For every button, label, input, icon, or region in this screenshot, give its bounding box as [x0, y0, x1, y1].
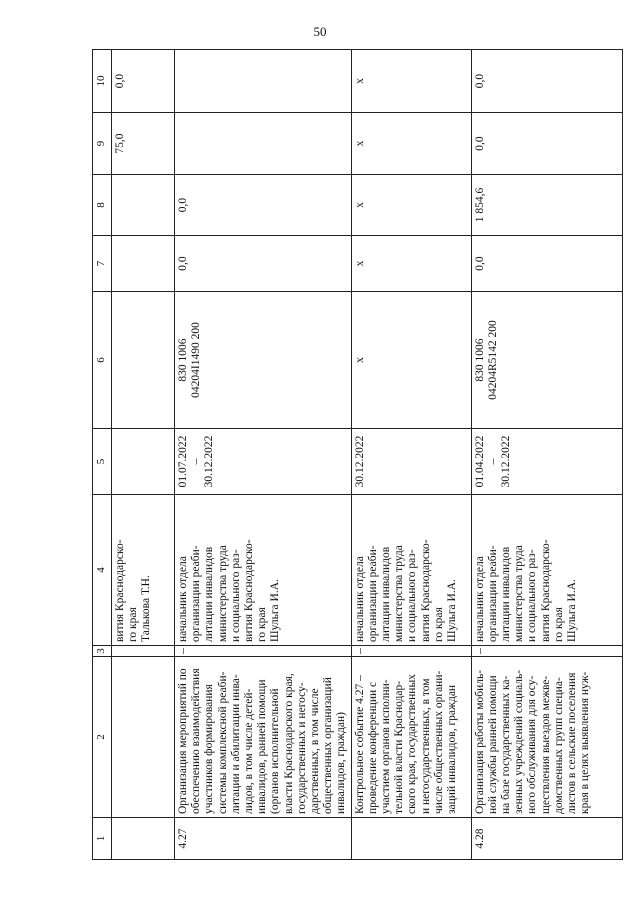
- cell-dates: 01.07.2022 – 30.12.2022: [175, 429, 352, 495]
- cell-responsible: начальник отдела организации реаби- литации инвалидов министерства труда и социального раз- вития Краснодарско- го края Шульга И.А.: [351, 495, 471, 646]
- cell-col3: [112, 646, 175, 657]
- header-col-9: 9: [93, 113, 112, 175]
- cell-responsible: вития Краснодарско- го края Талькова Т.Н.: [112, 495, 175, 646]
- header-col-7: 7: [93, 236, 112, 292]
- cell-value-10: [175, 50, 352, 113]
- cell-value-7: х: [351, 236, 471, 292]
- cell-col3: –: [175, 646, 352, 657]
- header-col-2: 2: [93, 657, 112, 818]
- rotated-table-wrapper: [92, 60, 605, 860]
- cell-value-7: [112, 236, 175, 292]
- program-measures-table: [92, 49, 623, 860]
- cell-number: 4.28: [471, 818, 622, 860]
- header-col-1: 1: [93, 818, 112, 860]
- cell-value-9: 75,0: [112, 113, 175, 175]
- cell-number: 4.27: [175, 818, 352, 860]
- header-col-8: 8: [93, 175, 112, 236]
- table-row-continuation: [112, 50, 175, 860]
- cell-value-10: 0,0: [112, 50, 175, 113]
- cell-kbk: 830 1006 04204I1490 200: [175, 292, 352, 429]
- header-col-4: 4: [93, 495, 112, 646]
- table-header-row: [93, 50, 112, 860]
- cell-value-8: 0,0: [175, 175, 352, 236]
- header-col-6: 6: [93, 292, 112, 429]
- cell-dates: 01.04.2022 – 30.12.2022: [471, 429, 622, 495]
- cell-dates: 30.12.2022: [351, 429, 471, 495]
- cell-value-10: 0,0: [471, 50, 622, 113]
- cell-value-9: 0,0: [471, 113, 622, 175]
- page-number: 50: [313, 24, 327, 39]
- cell-description: Организация работы мобиль- ной службы ранней помощи на базе государственных ка- зенных учреждений социаль- ного обслуживания для осу- ществления выездов межве- домственных групп специа- листов в сельские поселения края в целях выявления нуж-: [471, 657, 622, 818]
- header-col-3: 3: [93, 646, 112, 657]
- cell-value-9: [175, 113, 352, 175]
- cell-kbk: [112, 292, 175, 429]
- cell-value-8: [112, 175, 175, 236]
- cell-number: [351, 818, 471, 860]
- cell-value-9: х: [351, 113, 471, 175]
- cell-description: [112, 657, 175, 818]
- cell-kbk: х: [351, 292, 471, 429]
- cell-value-8: х: [351, 175, 471, 236]
- cell-value-10: х: [351, 50, 471, 113]
- cell-dates: [112, 429, 175, 495]
- cell-value-7: 0,0: [471, 236, 622, 292]
- cell-col3: –: [471, 646, 622, 657]
- cell-value-7: 0,0: [175, 236, 352, 292]
- cell-kbk: 830 1006 04204R5142 200: [471, 292, 622, 429]
- cell-description: Организация мероприятий по обеспечению взаимодействия участников формирования системы комплексной реаби- литации и абилитации инва- лидов, в том числе детей- инвалидов, ранней помощи (органов исполнительной власти Краснодарского края, государственных и негосу- дарственных, в том числе общественных организаций инвалидов, граждан): [175, 657, 352, 818]
- cell-number: [112, 818, 175, 860]
- table-row-control-event-4-27: [351, 50, 471, 860]
- table-row-4-27: [175, 50, 352, 860]
- cell-col3: –: [351, 646, 471, 657]
- table-row-4-28: [471, 50, 622, 860]
- cell-responsible: начальник отдела организации реаби- литации инвалидов министерства труда и социального раз- вития Краснодарско- го края Шульга И.А.: [175, 495, 352, 646]
- cell-description: Контрольное событие 4.27 – проведение конференции с участием органов исполни- тельной власти Краснодар- ского края, государственных и негосударственных, в том числе общественных органи- заций инвалидов, граждан: [351, 657, 471, 818]
- cell-responsible: начальник отдела организации реаби- литации инвалидов министерства труда и социального раз- вития Краснодарско- го края Шульга И.А.: [471, 495, 622, 646]
- cell-value-8: 1 854,6: [471, 175, 622, 236]
- header-col-5: 5: [93, 429, 112, 495]
- header-col-10: 10: [93, 50, 112, 113]
